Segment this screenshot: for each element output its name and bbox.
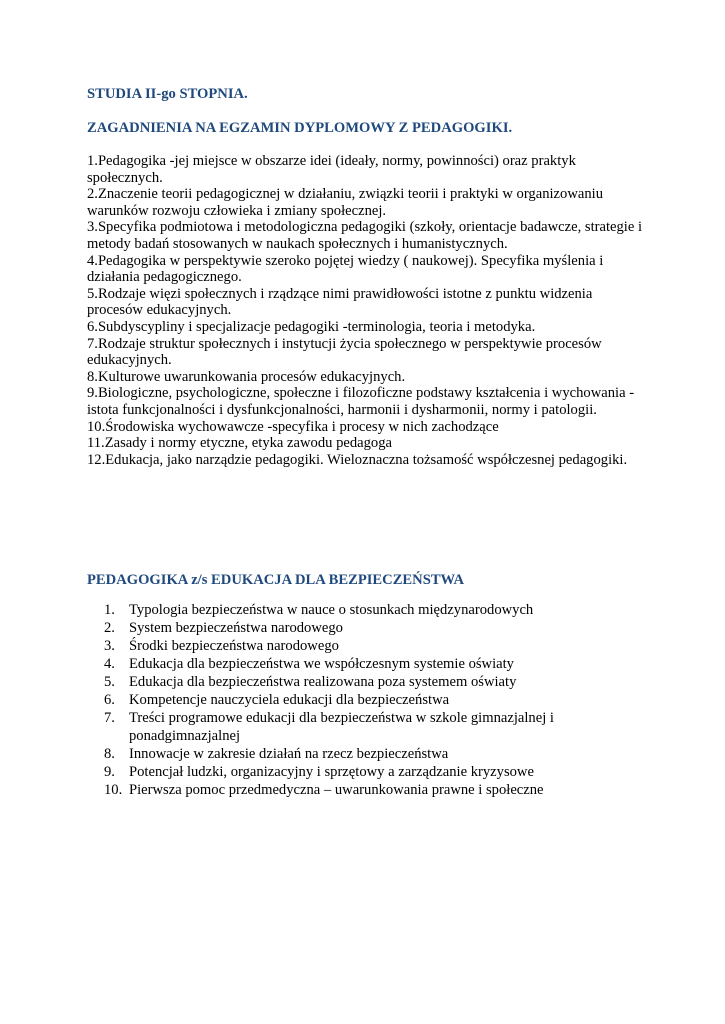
security-education-topics-list [104,601,574,799]
item-number: 2. [104,620,115,636]
exam-topic-item: 6.Subdyscypliny i specjalizacje pedagogiki -terminologia, teoria i metodyka. [87,318,536,335]
item-number: 9. [104,764,115,780]
item-text: Typologia bezpieczeństwa w nauce o stosunkach międzynarodowych [129,602,534,618]
document-title: STUDIA II-go STOPNIA. [87,86,248,102]
security-topic-item [104,655,574,673]
security-topic-item [104,691,574,709]
item-number: 10. [104,782,123,798]
security-topic-item [104,781,574,799]
security-topic-item [104,601,574,619]
item-text: Kompetencje nauczyciela edukacji dla bezpieczeństwa [129,692,450,708]
item-number: 4. [104,656,115,672]
security-topic-item [104,763,574,781]
document-subtitle: ZAGADNIENIA NA EGZAMIN DYPLOMOWY Z PEDAGOGIKI. [87,120,513,136]
security-topic-item [104,637,574,655]
exam-topic-item: 5.Rodzaje więzi społecznych i rządzące nimi prawidłowości istotne z punktu widzenia procesów edukacyjnych. [87,285,593,319]
item-text: Innowacje w zakresie działań na rzecz bezpieczeństwa [129,746,449,762]
exam-topic-item: 3.Specyfika podmiotowa i metodologiczna pedagogiki (szkoły, orientacje badawcze, strategie i metody badań stosowanych w naukach społecznych i humanistycznych. [87,219,643,252]
item-number: 3. [104,638,115,654]
item-text: Edukacja dla bezpieczeństwa realizowana poza systemem oświaty [129,674,517,690]
item-text: Pierwsza pomoc przedmedyczna – uwarunkowania prawne i społeczne [129,782,544,798]
exam-topic-item: 12.Edukacja, jako narządzie pedagogiki. Wieloznaczna tożsamość współczesnej pedagogiki. [87,451,628,468]
item-number: 1. [104,602,115,618]
security-topic-item [104,619,574,637]
security-topic-item [104,745,574,763]
section2-heading: PEDAGOGIKA z/s EDUKACJA DLA BEZPIECZEŃSTWA [87,572,465,588]
item-number: 5. [104,674,115,690]
exam-topic-item: 2.Znaczenie teorii pedagogicznej w działaniu, związki teorii i praktyki w organizowaniu warunków rozwoju człowieka i zmiany społecznej. [87,186,603,219]
exam-topic-item: 9.Biologiczne, psychologiczne, społeczne i filozoficzne podstawy kształcenia i wychowania - istota funkcjonalności i dysfunkcjonalności, harmonii i dysharmonii, normy i patologii. [87,385,635,418]
item-text: Środki bezpieczeństwa narodowego [129,638,339,654]
security-topic-item [104,673,574,691]
item-number: 6. [104,692,115,708]
exam-topic-item: 7.Rodzaje struktur społecznych i instytucji życia społecznego w perspektywie procesów edukacyjnych. [87,335,602,369]
item-text: Treści programowe edukacji dla bezpieczeństwa w szkole gimnazjalnej i ponadgimnazjalnej [129,710,554,744]
item-number: 7. [104,710,115,726]
exam-topic-item: 11.Zasady i normy etyczne, etyka zawodu pedagoga [87,435,393,452]
exam-topic-item: 4.Pedagogika w perspektywie szeroko pojętej wiedzy ( naukowej). Specyfika myślenia i działania pedagogicznego. [87,252,604,286]
exam-topic-item: 1.Pedagogika -jej miejsce w obszarze idei (ideały, normy, powinności) oraz praktyk społecznych. [87,153,576,186]
item-text: System bezpieczeństwa narodowego [129,620,343,636]
security-topic-item [104,709,574,745]
exam-topics-list [87,153,647,468]
exam-topic-item: 8.Kulturowe uwarunkowania procesów edukacyjnych. [87,368,406,385]
item-text: Edukacja dla bezpieczeństwa we współczesnym systemie oświaty [129,656,514,672]
item-number: 8. [104,746,115,762]
exam-topic-item: 10.Środowiska wychowawcze -specyfika i procesy w nich zachodzące [87,418,499,435]
item-text: Potencjał ludzki, organizacyjny i sprzętowy a zarządzanie kryzysowe [129,764,534,780]
